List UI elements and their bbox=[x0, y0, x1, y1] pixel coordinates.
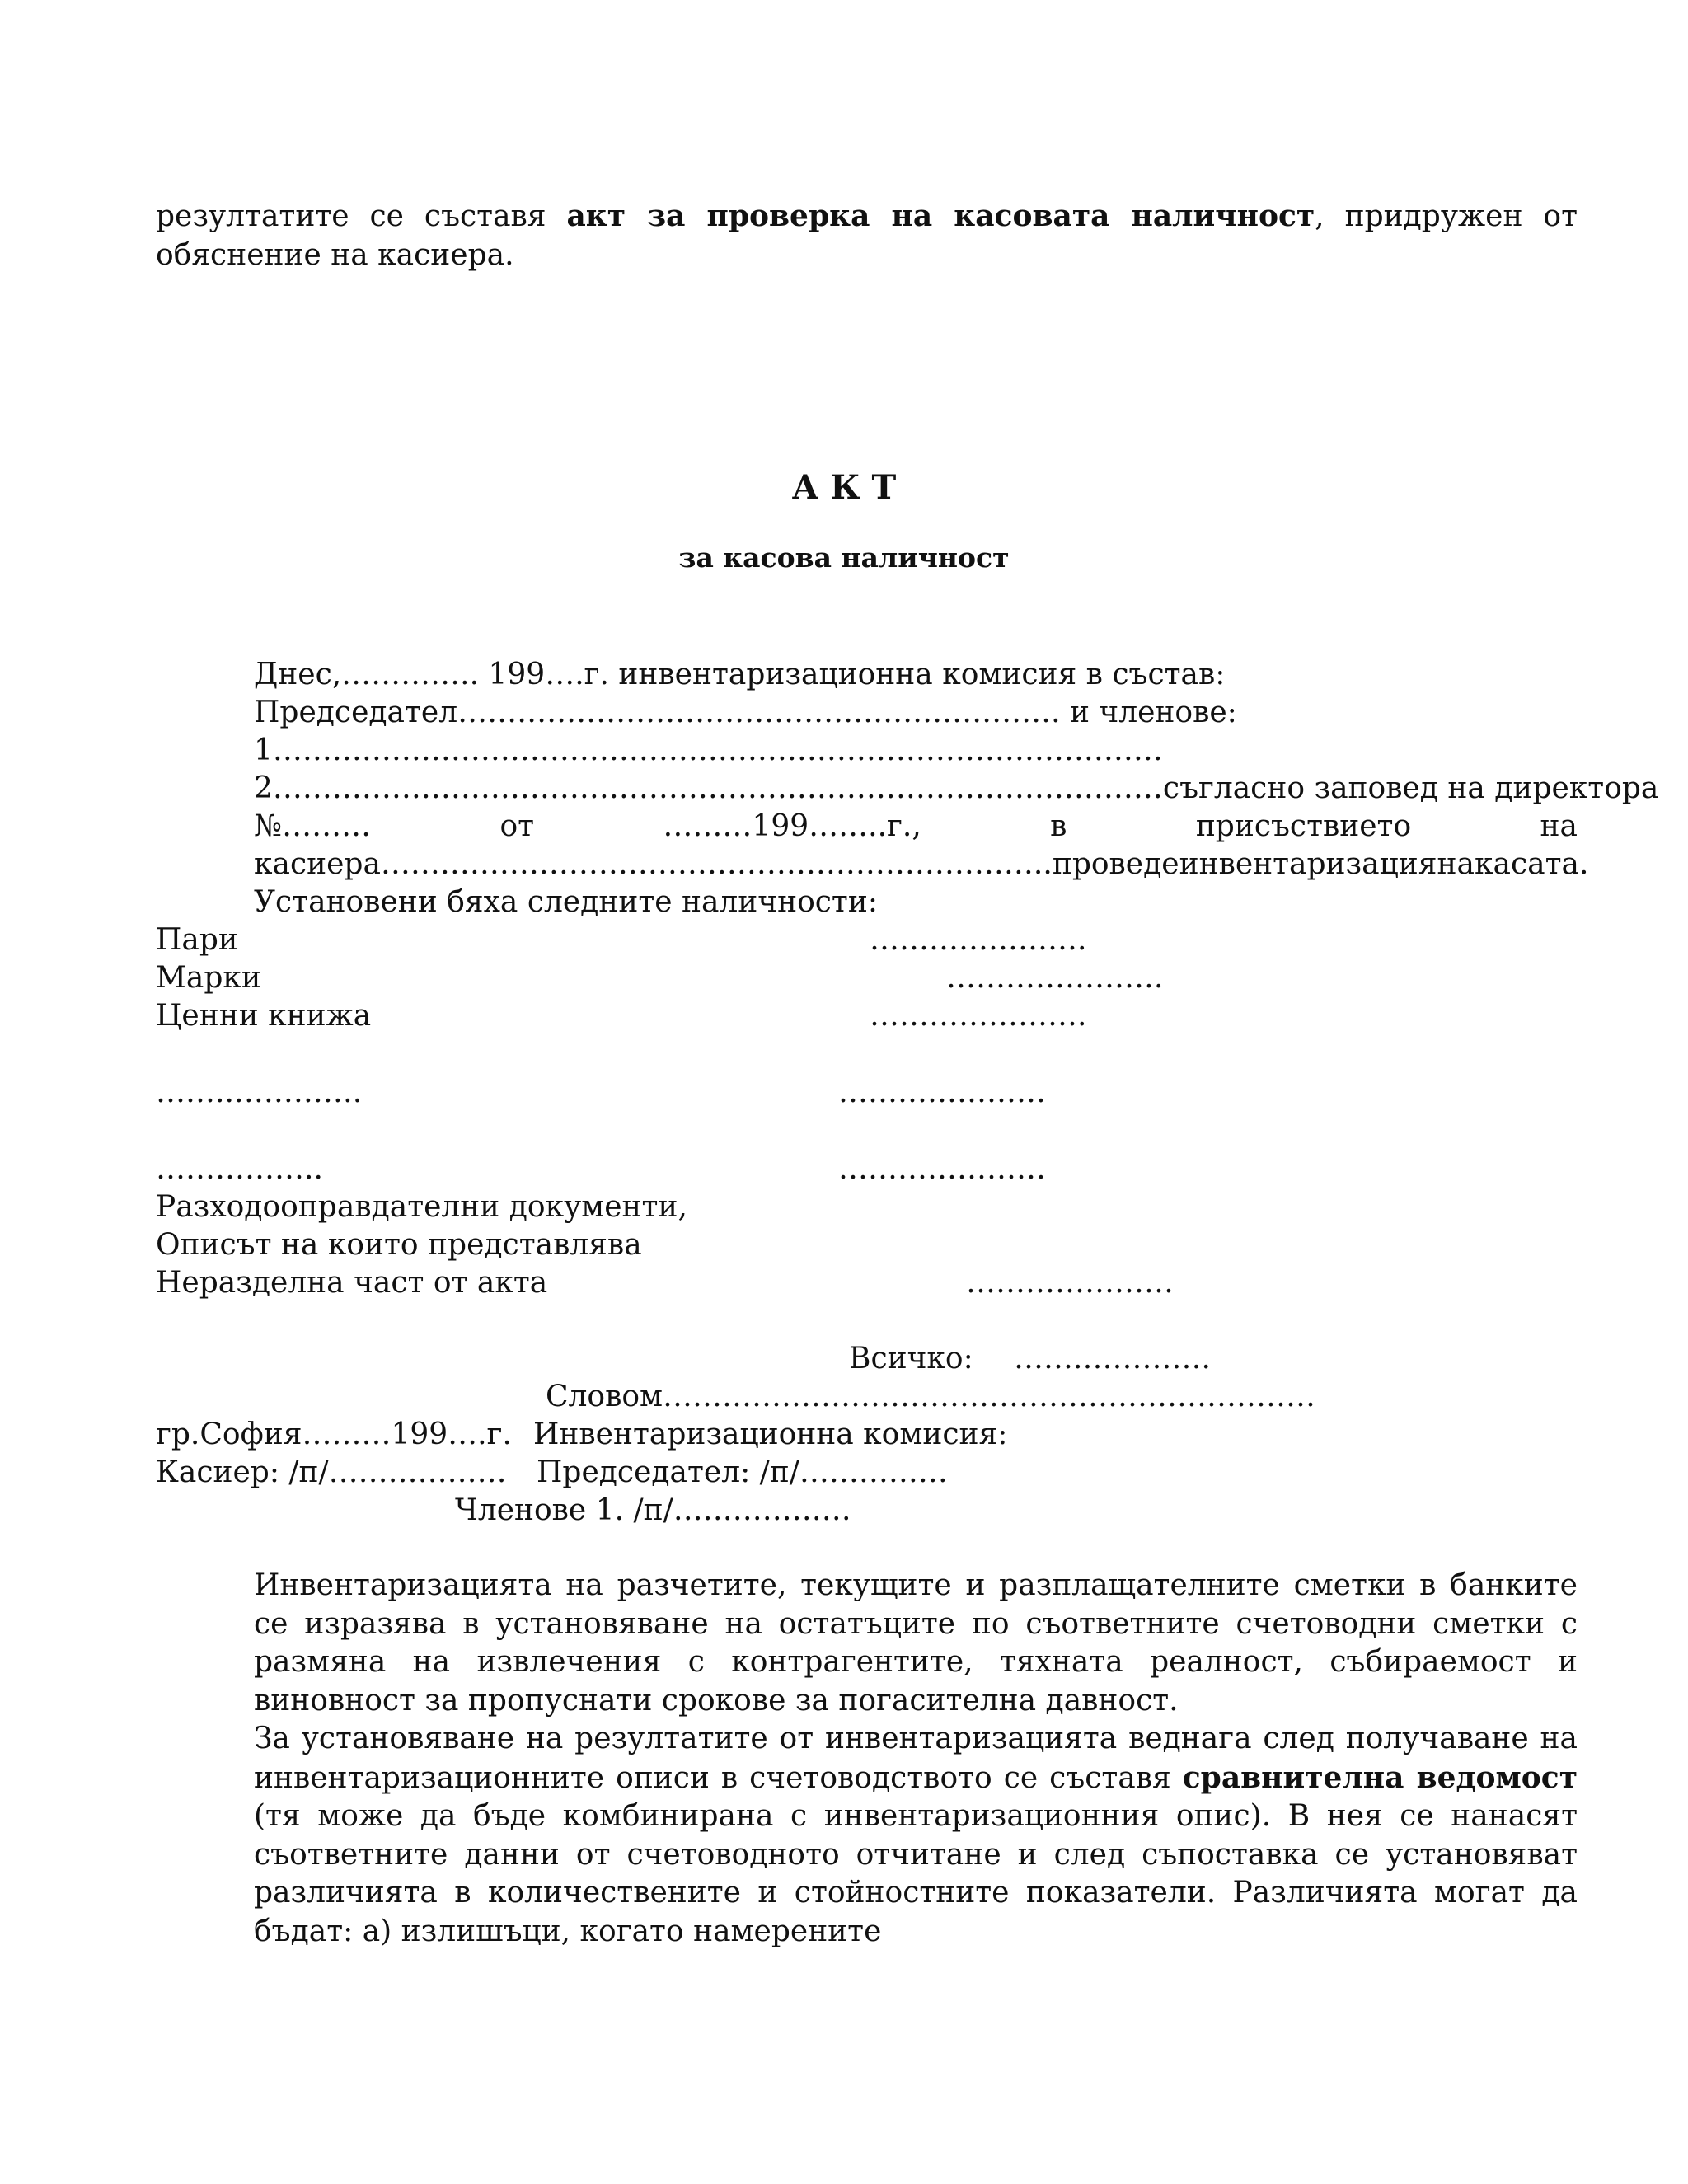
intro-text-2: , придружен от обяснение на касиера. bbox=[156, 199, 1578, 272]
item-dots-money: …………………. bbox=[870, 923, 1087, 957]
docs-line-3: Неразделна част от акта bbox=[156, 1266, 548, 1300]
cashier-of: на bbox=[1437, 847, 1475, 881]
para2-bold-text: сравнителна ведомост bbox=[1182, 1760, 1578, 1795]
item-dots-stamps: …………………. bbox=[946, 961, 1164, 995]
item-label-money: Пари bbox=[156, 923, 238, 957]
item-label-blank-2: …………….. bbox=[156, 1152, 323, 1186]
para2-text-2: (тя може да бъде комбинирана с инвентаризационния опис). В нея се нанасят съответните данни от счетоводното отчитане и след съпоставка се установяват различията в количествените и стойностните показатели. Различията могат да бъдат: а) излишъци, когато намерените bbox=[254, 1799, 1578, 1948]
docs-dots: ………………… bbox=[966, 1266, 1174, 1300]
act-subtitle: за касова наличност bbox=[678, 541, 1010, 574]
total-label: Всичко: bbox=[849, 1342, 973, 1376]
amount-in-words: Словом………………………………………………………… bbox=[546, 1380, 1316, 1413]
docs-line-2: Описът на които представлява bbox=[156, 1228, 642, 1262]
act-line-member2: 2………………………………………………………………………………съгласно заповед на директора bbox=[254, 771, 1659, 805]
item-dots-blank-1: ………………… bbox=[838, 1076, 1046, 1109]
docs-line-1: Разходооправдателни документи, bbox=[156, 1190, 687, 1224]
intro-text-1: резултатите се съставя bbox=[156, 199, 567, 233]
act-established: Установени бяха следните наличности: bbox=[254, 885, 878, 919]
para2-text-1: За установяване на резултатите от инвентаризацията веднага след получаване на инвентаризационните описи в счетоводството се съставя bbox=[254, 1722, 1578, 1795]
item-label-securities: Ценни книжа bbox=[156, 999, 372, 1033]
act-cashier-row bbox=[254, 846, 1589, 883]
city-date: гр.София………199….г. bbox=[156, 1418, 512, 1451]
chairman-signature: Председател: /п/…………… bbox=[537, 1455, 948, 1489]
cashier-signature: Касиер: /п/……………… bbox=[156, 1455, 507, 1489]
order-in: в bbox=[1050, 809, 1067, 843]
act-title: А К Т bbox=[791, 468, 897, 507]
intro-paragraph bbox=[156, 197, 1578, 274]
cashier-cash-desk: касата. bbox=[1474, 847, 1589, 881]
order-number: №……… bbox=[254, 809, 372, 843]
act-line-today: Днес,………….. 199….г. инвентаризационна комисия в състав: bbox=[254, 658, 1226, 691]
order-of: на bbox=[1540, 809, 1578, 843]
item-dots-securities: …………………. bbox=[870, 999, 1087, 1033]
order-date: ………199……..г., bbox=[663, 809, 921, 843]
item-label-stamps: Марки bbox=[156, 961, 261, 995]
order-from: от bbox=[499, 809, 535, 843]
total-dots: …….…………. bbox=[1014, 1342, 1211, 1376]
intro-bold-text: акт за проверка на касовата наличност bbox=[566, 199, 1315, 233]
act-line-member1: 1……………………………………………………………………………… bbox=[254, 733, 1163, 767]
item-label-blank-1: ……..…………. bbox=[156, 1076, 363, 1109]
members-signature: Членове 1. /п/……………… bbox=[455, 1493, 851, 1527]
commission-label: Инвентаризационна комисия: bbox=[533, 1418, 1008, 1451]
act-order-row bbox=[254, 808, 1578, 846]
cashier-inventory: инвентаризация bbox=[1179, 847, 1437, 881]
body-paragraph-2 bbox=[156, 1720, 1578, 1951]
body-paragraph-1: Инвентаризацията на разчетите, текущите и разплащателните сметки в банките се изразява в установяване на остатъците по съответните счетоводни сметки с размяна на извлечения с контрагентите, тяхната реалност, събираемост и виновност за пропуснати срокове за погасителна давност. bbox=[254, 1568, 1578, 1718]
cashier-conducted: касиера…………………………………………………………..проведе bbox=[254, 847, 1179, 881]
item-dots-blank-2: ………………… bbox=[838, 1152, 1046, 1186]
act-line-chairman: Председател……………………………………………………. и членове: bbox=[254, 696, 1237, 729]
order-presence: присъствието bbox=[1195, 809, 1412, 843]
